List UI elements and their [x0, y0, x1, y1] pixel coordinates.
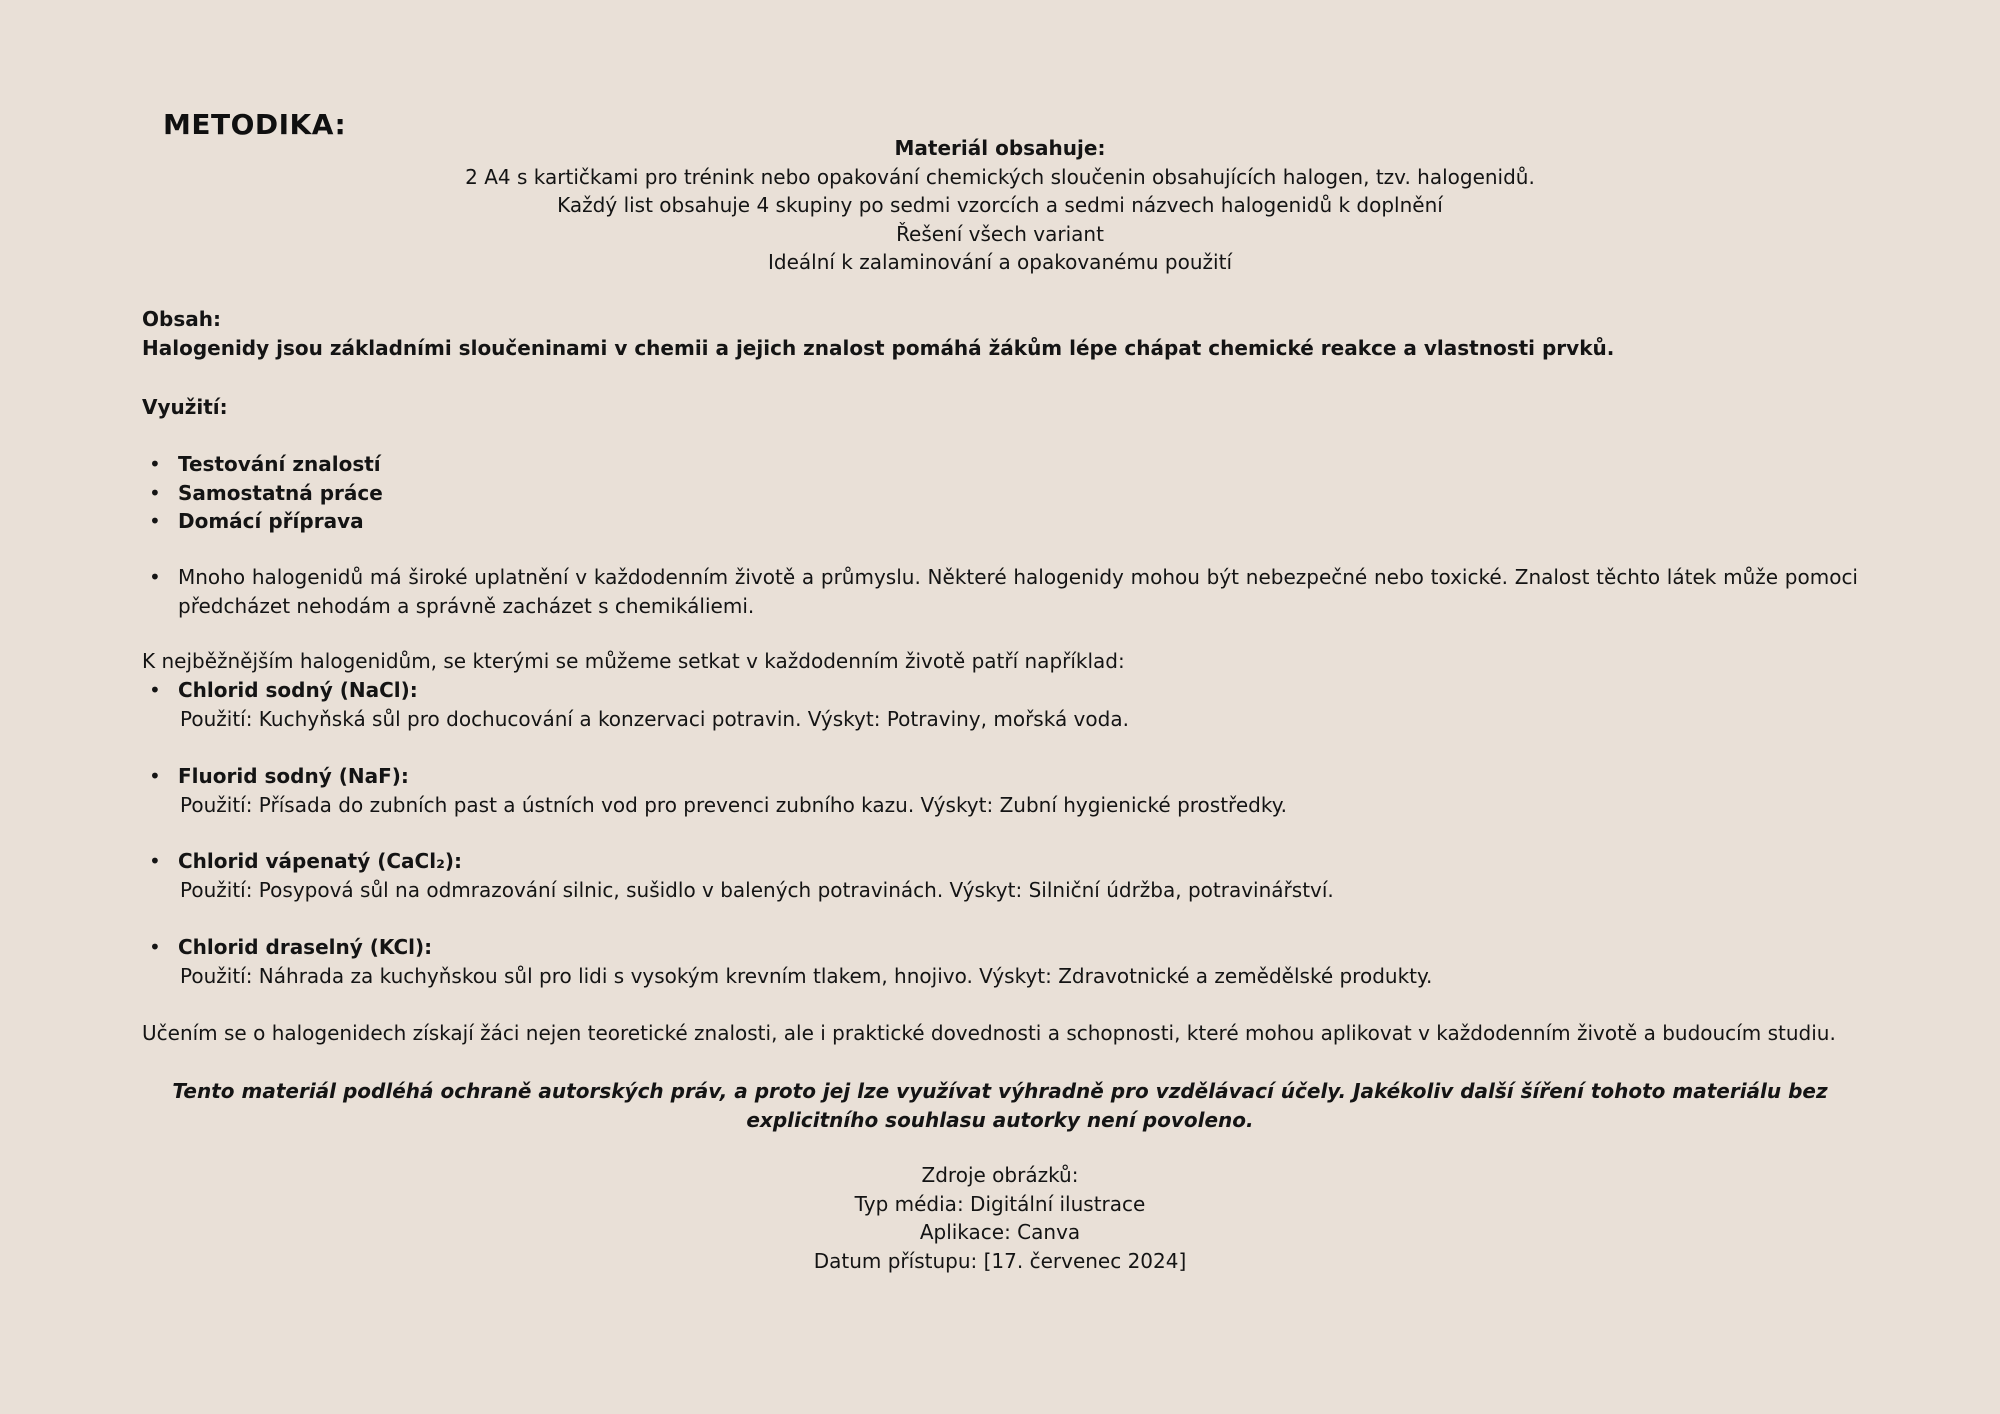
- info-text: Mnoho halogenidů má široké uplatnění v každodenním životě a průmyslu. Některé halogenidy mohou být nebezpečné nebo toxické. Znalost těchto látek může pomoci předcházet nehodám a správně zacházet s chemikáliemi.: [178, 565, 1858, 618]
- example-description: Použití: Náhrada za kuchyňskou sůl pro lidi s vysokým krevním tlakem, hnojivo. Výskyt: Zdravotnické a zemědělské produkty.: [180, 963, 1433, 988]
- material-contents-title: Materiál obsahuje:: [894, 136, 1106, 160]
- example-description: Použití: Kuchyňská sůl pro dochucování a konzervaci potravin. Výskyt: Potraviny, mořská voda.: [180, 706, 1129, 731]
- image-sources: [142, 1161, 1858, 1275]
- example-item: [142, 762, 1858, 819]
- copyright-text: Tento materiál podléhá ochraně autorských práv, a proto jej lze využívat výhradně pro vzdělávací účely. Jakékoliv další šíření tohoto materiálu bez explicitního souhlasu autorky není povoleno.: [172, 1079, 1828, 1132]
- bullet-icon: •: [149, 480, 161, 505]
- bullet-icon: •: [149, 935, 161, 959]
- list-item: [142, 507, 1858, 536]
- material-contents-line: Každý list obsahuje 4 skupiny po sedmi vzorcích a sedmi názvech halogenidů k doplnění: [557, 193, 1443, 217]
- closing-text: Učením se o halogenidech získají žáci nejen teoretické znalosti, ale i praktické dovednosti a schopnosti, které mohou aplikovat v každodenním životě a budoucím studiu.: [142, 1021, 1836, 1045]
- examples-intro-text: K nejběžnějším halogenidům, se kterými se můžeme setkat v každodenním životě patří například:: [142, 649, 1125, 673]
- example-name: Chlorid vápenatý (CaCl₂):: [178, 849, 462, 873]
- list-item: [142, 479, 1858, 508]
- usage-item-label: Samostatná práce: [178, 480, 383, 505]
- list-item: [142, 676, 1858, 705]
- bullet-icon: •: [149, 509, 161, 533]
- usage-item-label: Domácí příprava: [178, 509, 364, 533]
- example-item: [142, 933, 1858, 990]
- usage-list: [142, 450, 1858, 536]
- example-name: Chlorid sodný (NaCl):: [178, 678, 418, 702]
- bullet-icon: •: [149, 849, 161, 873]
- page-heading: METODIKA:: [163, 108, 347, 141]
- content-label: Obsah:: [142, 307, 221, 331]
- copyright-notice: [142, 1077, 1858, 1134]
- material-contents-section: [142, 134, 1858, 277]
- list-item: [142, 933, 1858, 962]
- example-name: Fluorid sodný (NaF):: [178, 764, 409, 788]
- content-text: Halogenidy jsou základními sloučeninami v chemii a jejich znalost pomáhá žákům lépe chápat chemické reakce a vlastnosti prvků.: [142, 335, 1615, 360]
- example-name: Chlorid draselný (KCl):: [178, 935, 433, 959]
- example-description: Použití: Přísada do zubních past a ústních vod pro prevenci zubního kazu. Výskyt: Zubní hygienické prostředky.: [180, 792, 1288, 817]
- usage-label: Využití:: [142, 395, 228, 419]
- examples-intro: [142, 647, 1858, 676]
- usage-section: [142, 393, 1858, 422]
- bullet-icon: •: [149, 452, 161, 476]
- material-contents-line: Řešení všech variant: [896, 221, 1104, 246]
- material-contents-line: Ideální k zalaminování a opakovanému použití: [768, 250, 1232, 274]
- usage-item-label: Testování znalostí: [178, 452, 381, 476]
- list-item: [142, 762, 1858, 791]
- sources-line: Typ média: Digitální ilustrace: [854, 1191, 1146, 1216]
- sources-line: Datum přístupu: [17. červenec 2024]: [813, 1248, 1187, 1273]
- bullet-icon: •: [149, 764, 161, 788]
- content-section: [142, 305, 1858, 362]
- bullet-icon: •: [149, 678, 161, 702]
- list-item: [142, 847, 1858, 876]
- example-description: Použití: Posypová sůl na odmrazování silnic, sušidlo v balených potravinách. Výskyt: Silniční údržba, potravinářství.: [180, 877, 1334, 902]
- example-item: [142, 847, 1858, 904]
- bullet-icon: •: [149, 565, 161, 589]
- info-bullet: [142, 563, 1858, 620]
- sources-line: Zdroje obrázků:: [921, 1163, 1079, 1187]
- material-contents-line: 2 A4 s kartičkami pro trénink nebo opakování chemických sloučenin obsahujících halogen, tzv. halogenidů.: [465, 164, 1535, 189]
- example-item: [142, 676, 1858, 733]
- sources-line: Aplikace: Canva: [919, 1220, 1081, 1244]
- list-item: [142, 563, 1858, 620]
- closing-paragraph: [142, 1019, 1858, 1048]
- list-item: [142, 450, 1858, 479]
